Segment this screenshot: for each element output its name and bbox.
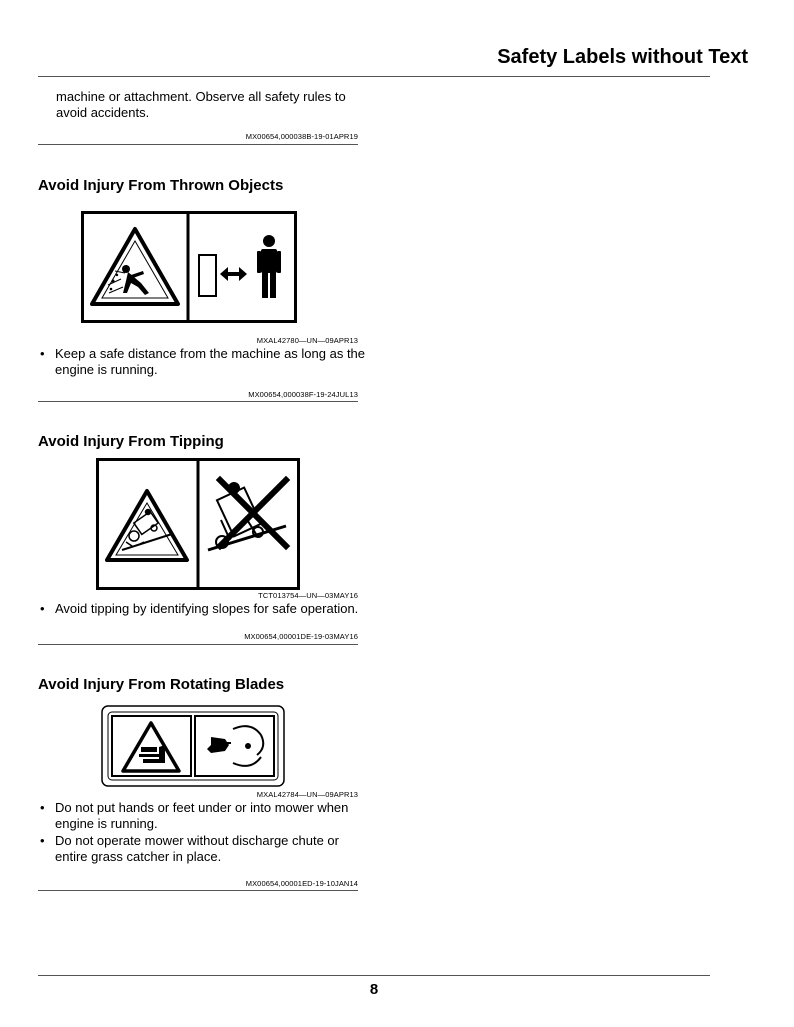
bullet-item: • Keep a safe distance from the machine as long as the engine is running. — [38, 346, 367, 378]
section-heading-thrown-objects: Avoid Injury From Thrown Objects — [38, 177, 284, 194]
image-code: MXAL42780—UN—09APR13 — [256, 336, 358, 345]
image-code: TCT013754—UN—03MAY16 — [258, 591, 358, 600]
bullet-item: • Do not put hands or feet under or into mower when engine is running. — [38, 800, 375, 832]
section-rule — [38, 644, 358, 645]
image-code: MXAL42784—UN—09APR13 — [256, 790, 358, 799]
section-code: MX00654,00001ED-19-10JAN14 — [245, 879, 358, 888]
intro-text: machine or attachment. Observe all safety rules to avoid accidents. — [56, 89, 346, 120]
section-heading-tipping: Avoid Injury From Tipping — [38, 433, 224, 450]
section-code: MX00654,00001DE-19-03MAY16 — [244, 632, 358, 641]
thrown-objects-safety-label — [81, 211, 297, 323]
rotating-blades-safety-label — [101, 705, 285, 787]
footer-rule — [38, 975, 710, 976]
page-number: 8 — [369, 981, 379, 998]
section-heading-rotating-blades: Avoid Injury From Rotating Blades — [38, 676, 285, 693]
section-rule — [38, 144, 358, 145]
section-rule — [38, 401, 358, 402]
section-rule — [38, 890, 358, 891]
tipping-safety-label — [96, 458, 300, 590]
header-rule — [38, 76, 710, 77]
intro-code: MX00654,000038B-19-01APR19 — [245, 132, 358, 141]
bullet-item: • Do not operate mower without discharge chute or entire grass catcher in place. — [38, 833, 375, 865]
bullet-item: • Avoid tipping by identifying slopes for safe operation. — [38, 601, 375, 617]
section-code: MX00654,000038F-19-24JUL13 — [248, 390, 358, 399]
page-title: Safety Labels without Text — [497, 46, 748, 68]
